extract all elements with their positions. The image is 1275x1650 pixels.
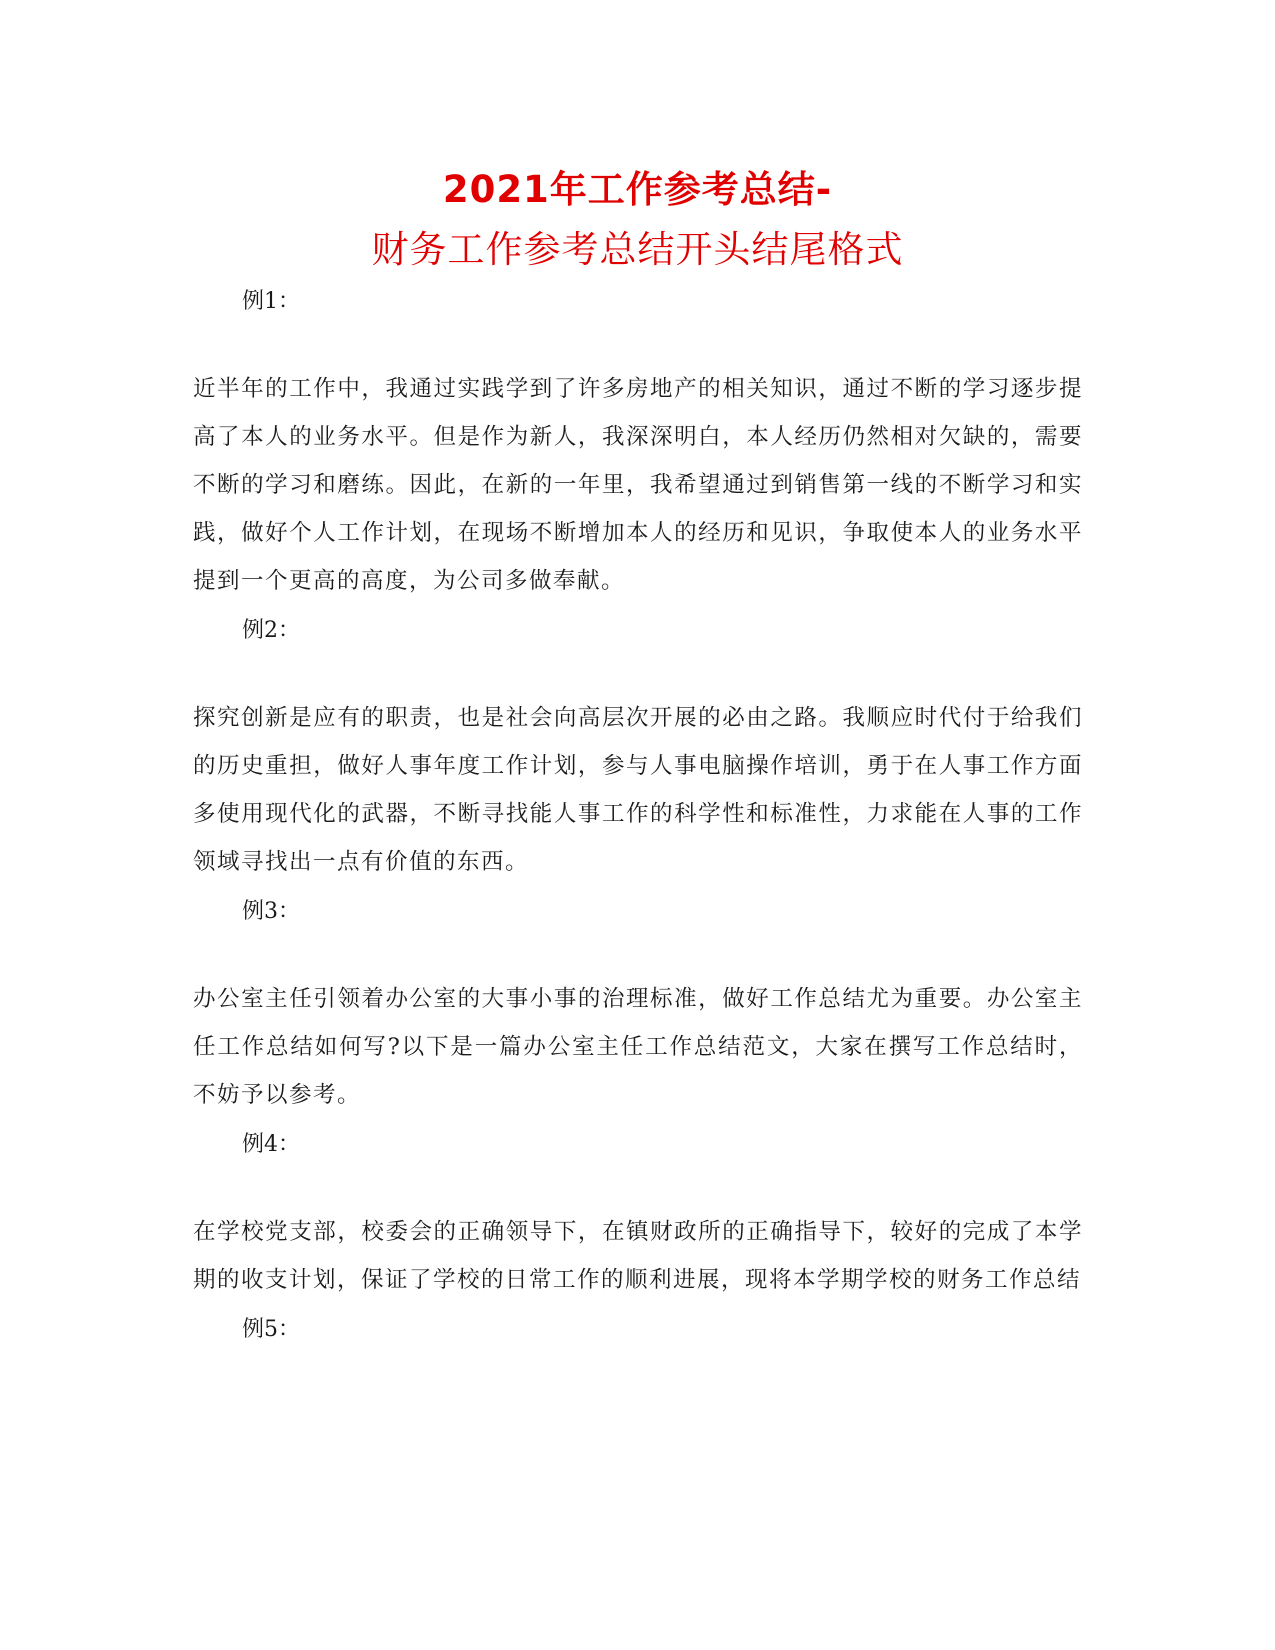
example-label-3: 例3：: [242, 899, 300, 924]
example-paragraph-3: 办公室主任引领着办公室的大事小事的治理标准，做好工作总结尤为重要。办公室主任工作总结如何写?以下是一篇办公室主任工作总结范文，大家在撰写工作总结时，不妨予以参考。: [193, 986, 1083, 1108]
title-line-1: 2021年工作参考总结-: [442, 168, 833, 211]
example-label-1: 例1：: [242, 289, 300, 314]
example-label-4: 例4：: [242, 1132, 300, 1157]
example-label-5: 例5：: [242, 1317, 300, 1342]
document-body: [193, 286, 1083, 1346]
example-paragraph-2: 探究创新是应有的职责，也是社会向高层次开展的必由之路。我顺应时代付于给我们的历史重担，做好人事年度工作计划，参与人事电脑操作培训，勇于在人事工作方面多使用现代化的武器，不断寻找能人事工作的科学性和标准性，力求能在人事的工作领域寻找出一点有价值的东西。: [193, 705, 1083, 875]
document-title: [0, 160, 1275, 280]
title-line-2: 财务工作参考总结开头结尾格式: [371, 228, 904, 271]
example-paragraph-1: 近半年的工作中，我通过实践学到了许多房地产的相关知识，通过不断的学习逐步提高了本人的业务水平。但是作为新人，我深深明白，本人经历仍然相对欠缺的，需要不断的学习和磨练。因此，在新的一年里，我希望通过到销售第一线的不断学习和实践，做好个人工作计划，在现场不断增加本人的经历和见识，争取使本人的业务水平提到一个更高的高度，为公司多做奉献。: [193, 376, 1083, 594]
example-label-2: 例2：: [242, 618, 300, 643]
example-paragraph-4: 在学校党支部，校委会的正确领导下，在镇财政所的正确指导下，较好的完成了本学期的收支计划，保证了学校的日常工作的顺利进展，现将本学期学校的财务工作总结: [193, 1219, 1083, 1293]
